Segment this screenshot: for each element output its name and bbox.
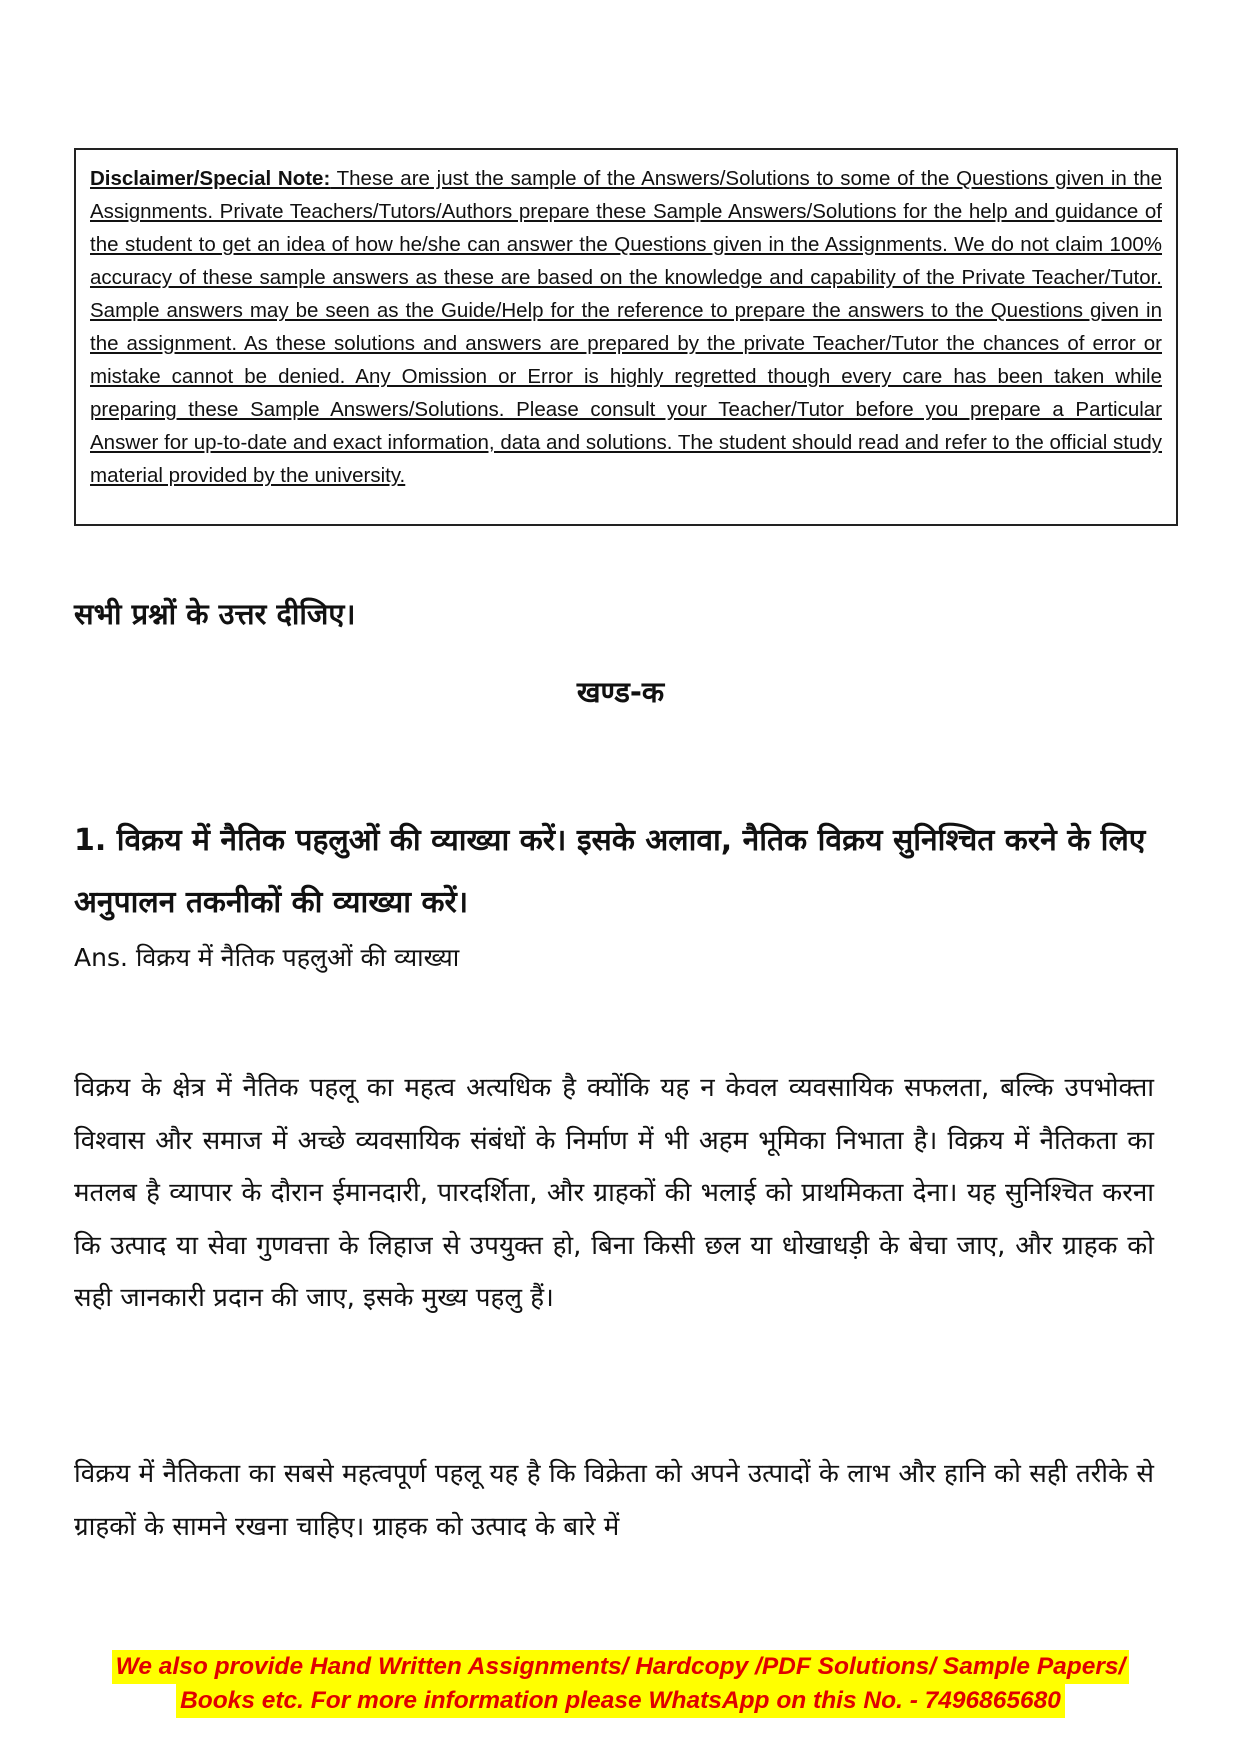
answer-heading: Ans. विक्रय में नैतिक पहलुओं की व्याख्या [74, 943, 460, 972]
disclaimer-lead: Disclaimer/Special Note: [90, 167, 331, 190]
promo-footer-line-2: Books etc. For more information please WhatsApp on this No. - 7496865680 [176, 1684, 1065, 1718]
answer-paragraph-2: विक्रय में नैतिकता का सबसे महत्वपूर्ण पहलू यह है कि विक्रेता को अपने उत्पादों के लाभ और हानि को सही तरीके से ग्राहकों के सामने रखना चाहिए। ग्राहक को उत्पाद के बारे में [74, 1459, 1154, 1542]
instruction-heading: सभी प्रश्नों के उत्तर दीजिए। [74, 597, 356, 631]
disclaimer-text [90, 162, 1162, 492]
promo-footer [0, 1650, 1241, 1718]
disclaimer-box [74, 148, 1178, 526]
question-1: 1. विक्रय में नैतिक पहलुओं की व्याख्या करें। इसके अलावा, नैतिक विक्रय सुनिश्चित करने के लिए अनुपालन तकनीकों की व्याख्या करें। [74, 823, 1146, 920]
section-title: खण्ड-क [576, 675, 665, 709]
promo-footer-line-1: We also provide Hand Written Assignments/ Hardcopy /PDF Solutions/ Sample Papers/ [112, 1650, 1130, 1684]
answer-paragraph-1: विक्रय के क्षेत्र में नैतिक पहलू का महत्व अत्यधिक है क्योंकि यह न केवल व्यवसायिक सफलता, बल्कि उपभोक्ता विश्वास और समाज में अच्छे व्यवसायिक संबंधों के निर्माण में भी अहम भूमिका निभाता है। विक्रय में नैतिकता का मतलब है व्यापार के दौरान ईमानदारी, पारदर्शिता, और ग्राहकों की भलाई को प्राथमिकता देना। यह सुनिश्चित करना कि उत्पाद या सेवा गुणवत्ता के लिहाज से उपयुक्त हो, बिना किसी छल या धोखाधड़ी के बेचा जाए, और ग्राहक को सही जानकारी प्रदान की जाए, इसके मुख्य पहलु हैं। [74, 1073, 1154, 1313]
disclaimer-body: These are just the sample of the Answers/Solutions to some of the Questions given in the Assignments. Private Teachers/Tutors/Authors prepare these Sample Answers/Solutions for the help and guidance of the student to get an idea of how he/she can answer the Questions given in the Assignments. We do not claim 100% accuracy of these sample answers as these are based on the knowledge and capability of the Private Teacher/Tutor. Sample answers may be seen as the Guide/Help for the reference to prepare the answers to the Questions given in the assignment. As these solutions and answers are prepared by the private Teacher/Tutor the chances of error or mistake cannot be denied. Any Omission or Error is highly regretted though every care has been taken while preparing these Sample Answers/Solutions. Please consult your Teacher/Tutor before you prepare a Particular Answer for up-to-date and exact information, data and solutions. The student should read and refer to the official study material provided by the university. [90, 167, 1162, 487]
